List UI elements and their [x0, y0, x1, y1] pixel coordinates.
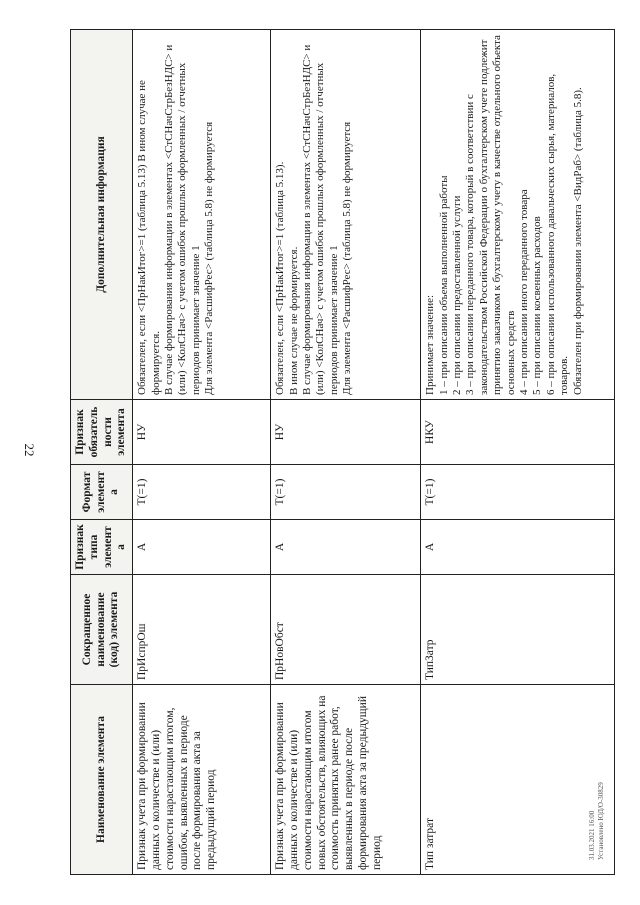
- cell-name: Признак учета при формировании данных о количестве и (или) стоимости нарастающим итогом новых обстоятельств, влияющих на стоимость принятых ранее работ, выявленных в периоде после формирования акта за предыдущий период: [271, 685, 421, 875]
- info-line: В ином случае не формируется.: [287, 246, 300, 395]
- cell-format: Т(=1): [271, 465, 421, 520]
- cell-name: Тип затрат: [421, 685, 615, 875]
- info-line: Для элемента <РасшифРес> (таблица 5.8) не формируется: [203, 121, 216, 395]
- cell-format: Т(=1): [133, 465, 271, 520]
- info-line: 5 – при описании косвенных расходов: [531, 216, 544, 395]
- info-line: Обязателен при формировании элемента <ВидРаб> (таблица 5.8).: [571, 87, 584, 395]
- cell-info: [421, 30, 615, 400]
- cell-format: Т(=1): [421, 465, 615, 520]
- cell-info: [133, 30, 271, 400]
- stamp-registration: Установлено ЮД/О-30829: [597, 782, 605, 860]
- table-header-row: [71, 30, 133, 875]
- info-line: Для элемента <РасшифРес> (таблица 5.8) не формируется: [341, 121, 354, 395]
- header-short: Сокращенное наименование (код) элемента: [71, 575, 133, 685]
- header-info: Дополнительная информация: [71, 30, 133, 400]
- header-required: Признак обязательности элемента: [71, 400, 133, 465]
- info-line: 6 – при описании использованного давальческих сырья, материалов, товаров.: [544, 73, 571, 395]
- header-type: Признак типа элемента: [71, 520, 133, 575]
- table-row: [133, 30, 271, 875]
- info-line: В случае формирования информации в элементах <СтСНачСтрБезНДС> и (или) <КолСНач> с учетом ошибок прошлых оформленных / отчетных периодов принимает значение 1: [163, 44, 202, 395]
- info-line: Принимает значение:: [424, 294, 437, 395]
- page-number: 22: [22, 443, 37, 457]
- header-format: Формат элемента: [71, 465, 133, 520]
- cell-info: [271, 30, 421, 400]
- header-name: Наименование элемента: [71, 685, 133, 875]
- table-row: [271, 30, 421, 875]
- info-line: 3 – при описании переданного товара, который в соответствии с законодательством Российской Федерации о бухгалтерском учете подлежит принятию заказчиком к бухгалтерскому учету в качестве отдельного объекта основных средств: [464, 35, 517, 395]
- cell-short: ПрИспрОш: [133, 575, 271, 685]
- document-table-rotated: [70, 30, 615, 875]
- info-line: 4 – при описании иного переданного товара: [518, 189, 531, 395]
- info-line: 2 – при описании предоставленной услуги: [451, 195, 463, 395]
- cell-short: ТипЗатр: [421, 575, 615, 685]
- cell-required: НКУ: [421, 400, 615, 465]
- info-line: В случае формирования информации в элементах <СтСНачСтрБезНДС> и (или) <КолСНач> с учетом ошибок прошлых оформленных / отчетных периодов принимает значение 1: [301, 44, 340, 395]
- cell-name: Признак учета при формировании данных о количестве и (или) стоимости нарастающим итогом, ошибок, выявленных в периоде после формирования акта за предыдущий период: [133, 685, 271, 875]
- info-line: Обязателен, если <ПрНакИтог>=1 (таблица 5.13).: [274, 161, 287, 395]
- table-row: [421, 30, 615, 875]
- stamp-date: 31.03.2021 16:00: [588, 810, 596, 860]
- cell-required: НУ: [271, 400, 421, 465]
- cell-type: А: [271, 520, 421, 575]
- cell-short: ПрНовОбст: [271, 575, 421, 685]
- elements-table: [70, 29, 615, 875]
- info-line: 1 – при описании объема выполненной работы: [437, 175, 450, 395]
- info-line: Обязателен, если <ПрНакИтог>=1 (таблица 5.13) В ином случае не формируется.: [136, 80, 162, 395]
- cell-required: НУ: [133, 400, 271, 465]
- cell-type: А: [421, 520, 615, 575]
- cell-type: А: [133, 520, 271, 575]
